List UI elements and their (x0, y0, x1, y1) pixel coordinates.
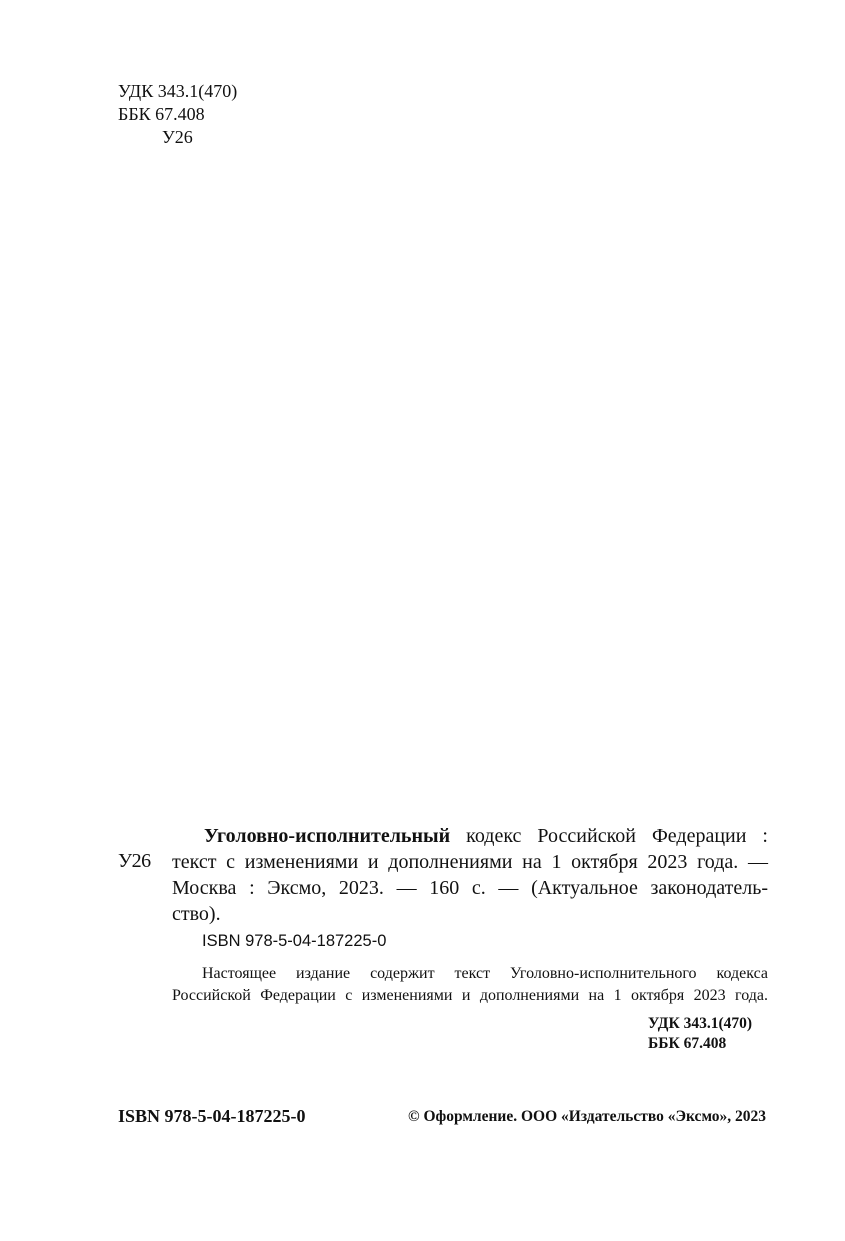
citation-line-2: текст с изменениями и дополнениями на 1 октября 2023 года. — (172, 851, 768, 873)
annotation (172, 963, 768, 1007)
bbk-code: ББК 67.408 (118, 104, 205, 124)
citation-line-3: Москва : Эксмо, 2023. — 160 с. — (Актуальное законодатель- (172, 877, 768, 899)
annotation-line-2: Российской Федерации с изменениями и дополнениями на 1 октября 2023 года. (172, 987, 768, 1004)
citation-line-1-rest: кодекс Российской Федерации : (450, 825, 768, 847)
citation-title: Уголовно-исполнительный (204, 825, 451, 847)
classification-codes-top (118, 80, 237, 149)
citation-line-1 (172, 823, 768, 849)
footer-isbn: ISBN 978-5-04-187225-0 (118, 1106, 306, 1126)
udk-code-bottom: УДК 343.1(470) (648, 1015, 753, 1032)
isbn-inline: ISBN 978-5-04-187225-0 (202, 932, 387, 950)
author-sign: У26 (162, 127, 193, 147)
margin-author-sign: У26 (118, 850, 151, 872)
annotation-line-1: Настоящее издание содержит текст Уголовно-исполнительного кодекса (202, 965, 768, 982)
classification-codes-bottom (648, 1014, 752, 1054)
udk-code: УДК 343.1(470) (118, 81, 238, 101)
footer-copyright: © Оформление. ООО «Издательство «Эксмо», 2023 (408, 1108, 767, 1125)
bibliographic-citation (172, 823, 768, 927)
citation-line-4: ство). (172, 903, 221, 925)
bbk-code-bottom: ББК 67.408 (648, 1035, 727, 1052)
